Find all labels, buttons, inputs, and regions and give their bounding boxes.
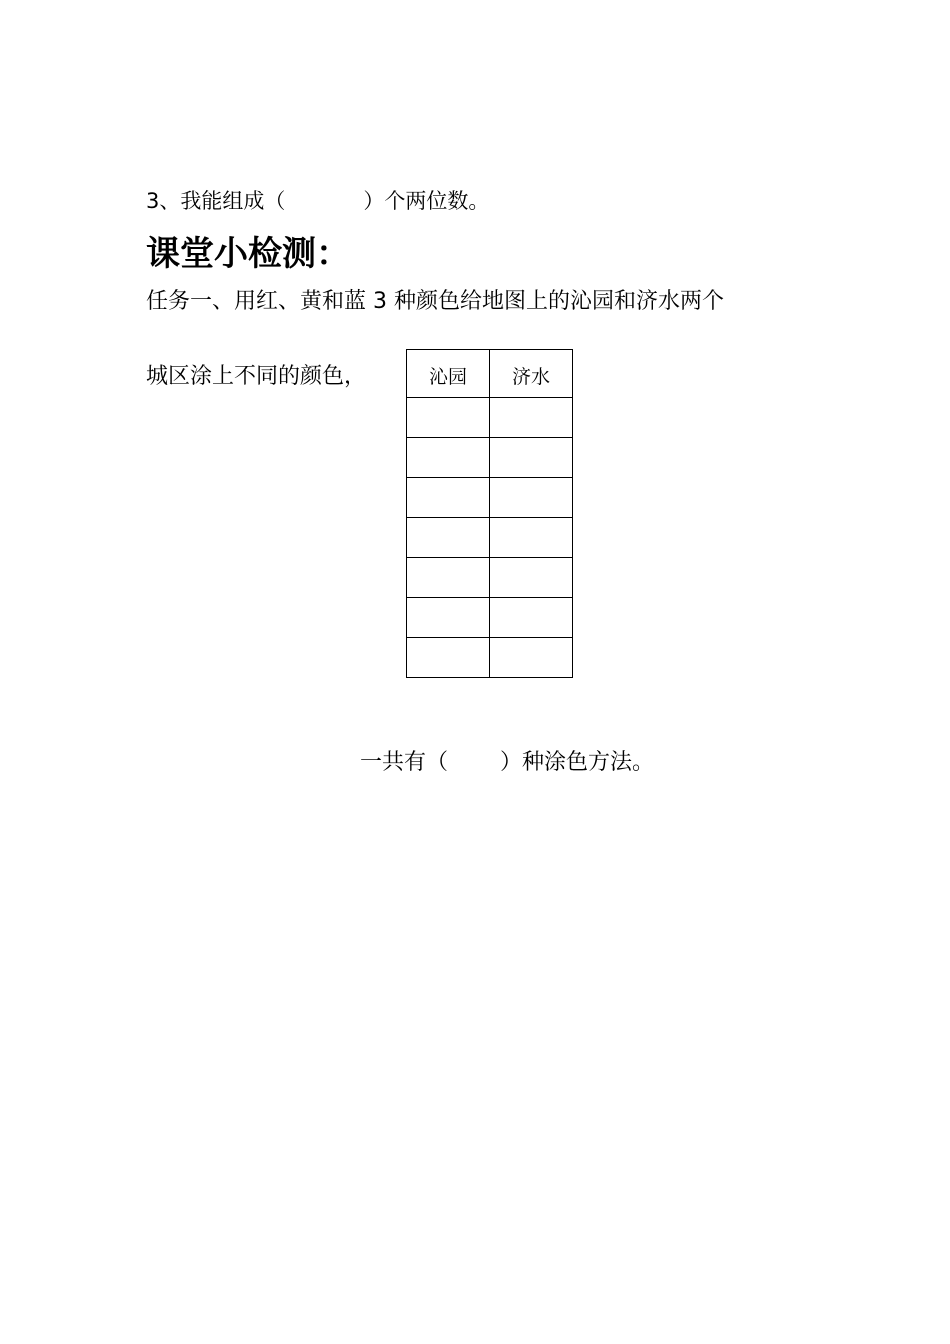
question-3 <box>146 186 489 216</box>
answer-suffix: ）种涂色方法。 <box>500 750 655 775</box>
table-cell[interactable] <box>490 558 573 598</box>
table-cell[interactable] <box>407 518 490 558</box>
table-cell[interactable] <box>407 638 490 678</box>
table-row <box>407 638 573 678</box>
coloring-table <box>406 349 573 678</box>
table-header-row <box>407 350 573 398</box>
table-row <box>407 598 573 638</box>
answer-line <box>360 748 654 778</box>
table-cell[interactable] <box>490 638 573 678</box>
section-title: 课堂小检测： <box>146 234 350 274</box>
question-3-prefix: 3、我能组成（ <box>146 189 286 213</box>
table-row <box>407 398 573 438</box>
table-cell[interactable] <box>490 598 573 638</box>
table-cell[interactable] <box>407 598 490 638</box>
table-cell[interactable] <box>407 558 490 598</box>
table-cell[interactable] <box>407 398 490 438</box>
table-row <box>407 518 573 558</box>
table-cell[interactable] <box>407 438 490 478</box>
header-qinyuan: 沁园 <box>407 350 490 398</box>
table-cell[interactable] <box>407 478 490 518</box>
table-row <box>407 558 573 598</box>
table-row <box>407 478 573 518</box>
task-1-line-2: 城区涂上不同的颜色， <box>146 364 367 389</box>
header-jishui: 济水 <box>490 350 573 398</box>
table-cell[interactable] <box>490 438 573 478</box>
task-1-line-1: 任务一、用红、黄和蓝 3 种颜色给地图上的沁园和济水两个 <box>146 289 724 314</box>
table-cell[interactable] <box>490 398 573 438</box>
table-cell[interactable] <box>490 518 573 558</box>
table-cell[interactable] <box>490 478 573 518</box>
answer-prefix: 一共有（ <box>360 750 449 775</box>
question-3-suffix: ）个两位数。 <box>363 189 490 213</box>
table-row <box>407 438 573 478</box>
